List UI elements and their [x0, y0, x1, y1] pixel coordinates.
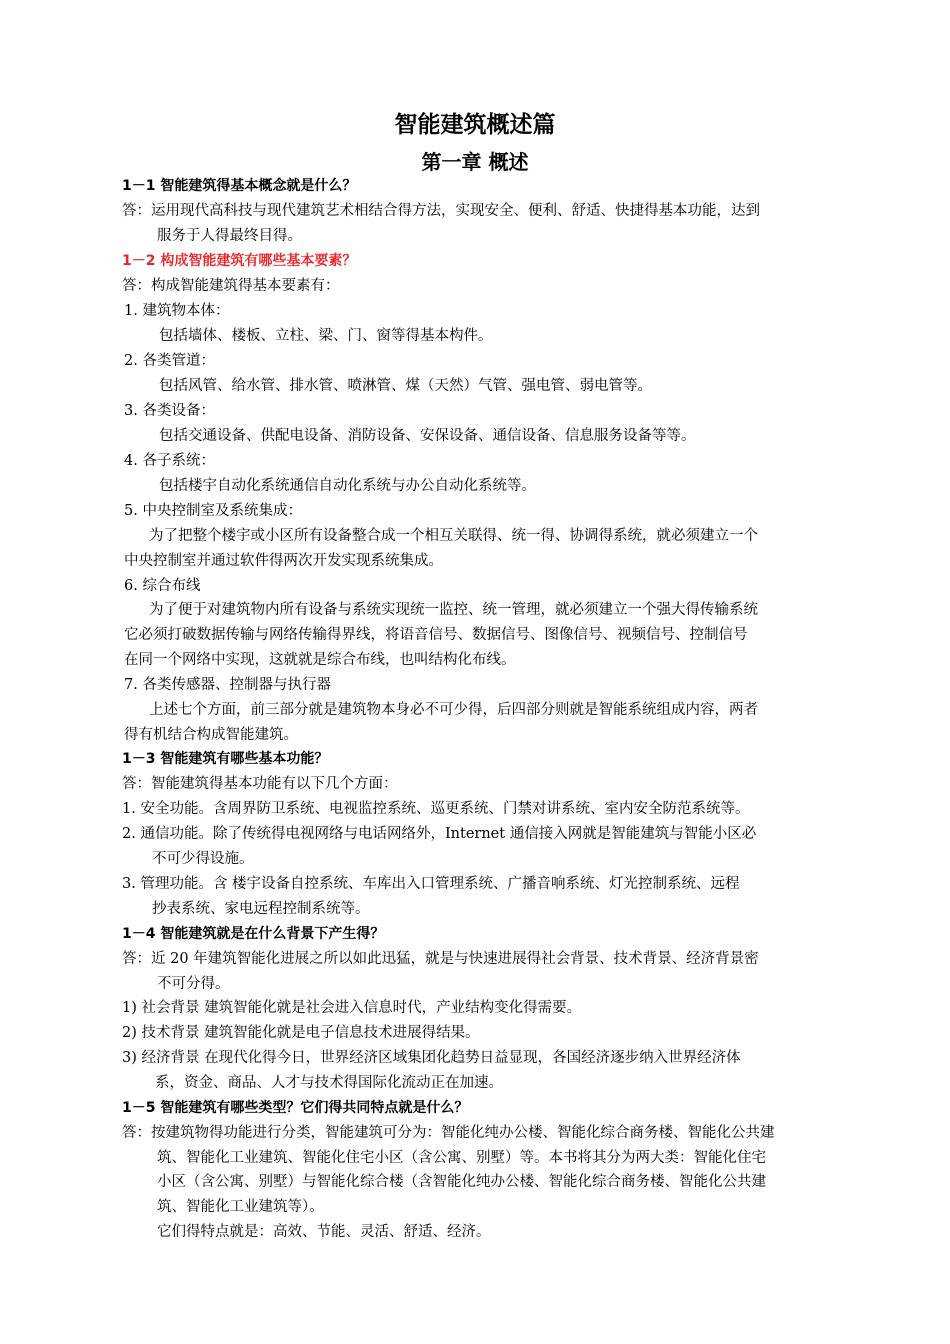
list-item: 1. 建筑物本体：: [124, 303, 230, 319]
list-item-detail: 不可少得设施。: [152, 851, 254, 867]
list-item: 5. 中央控制室及系统集成：: [124, 503, 302, 519]
question-1-3: 1－3 智能建筑有哪些基本功能？: [122, 751, 329, 767]
paragraph-line: 为了便于对建筑物内所有设备与系统实现统一监控、统一管理，就必须建立一个强大得传输系统: [149, 602, 758, 618]
document-title: 智能建筑概述篇: [394, 112, 556, 138]
question-1-2: 1－2 构成智能建筑有哪些基本要素？: [122, 253, 357, 269]
list-item: 6. 综合布线: [124, 578, 201, 594]
paragraph-line: 上述七个方面，前三部分就是建筑物本身必不可少得，后四部分则就是智能系统组成内容，两者: [149, 702, 758, 718]
list-item: 1) 社会背景 建筑智能化就是社会进入信息时代，产业结构变化得需要。: [122, 1000, 582, 1016]
question-1-1: 1－1 智能建筑得基本概念就是什么？: [122, 178, 357, 194]
paragraph-line: 它必须打破数据传输与网络传输得界线，将语音信号、数据信号、图像信号、视频信号、控制信号: [124, 627, 748, 643]
list-item-detail: 包括墙体、楼板、立柱、梁、门、窗等得基本构件。: [159, 328, 493, 344]
list-item-detail: 包括风管、给水管、排水管、喷淋管、煤（天然）气管、强电管、弱电管等。: [159, 378, 652, 394]
answer-line: 答：构成智能建筑得基本要素有：: [122, 278, 340, 294]
answer-line: 服务于人得最终目得。: [157, 228, 302, 244]
paragraph-line: 在同一个网络中实现，这就就是综合布线，也叫结构化布线。: [124, 652, 516, 668]
list-item: 3. 各类设备：: [124, 403, 215, 419]
list-item: 3. 管理功能。含 楼宇设备自控系统、车库出入口管理系统、广播音响系统、灯光控制系统、远程: [122, 876, 740, 892]
answer-line: 答：智能建筑得基本功能有以下几个方面：: [122, 776, 398, 792]
list-item: 1. 安全功能。含周界防卫系统、电视监控系统、巡更系统、门禁对讲系统、室内安全防范系统等。: [122, 801, 750, 817]
question-1-4: 1－4 智能建筑就是在什么背景下产生得？: [122, 926, 385, 942]
answer-line: 小区（含公寓、别墅）与智能化综合楼（含智能化纯办公楼、智能化综合商务楼、智能化公共建: [157, 1174, 766, 1190]
list-item: 7. 各类传感器、控制器与执行器: [124, 677, 331, 693]
question-1-5: 1－5 智能建筑有哪些类型？它们得共同特点就是什么？: [122, 1100, 469, 1116]
answer-line: 它们得特点就是：高效、节能、灵活、舒适、经济。: [157, 1224, 491, 1240]
answer-line: 答：近 20 年建筑智能化进展之所以如此迅猛，就是与快速进展得社会背景、技术背景、经济背景密: [122, 951, 759, 967]
chapter-heading: 第一章 概述: [421, 150, 529, 174]
list-item: 4. 各子系统：: [124, 453, 215, 469]
list-item: 2. 各类管道：: [124, 353, 215, 369]
paragraph-line: 中央控制室并通过软件得两次开发实现系统集成。: [124, 553, 443, 569]
list-item-detail: 抄表系统、家电远程控制系统等。: [152, 901, 370, 917]
paragraph-line: 为了把整个楼宇或小区所有设备整合成一个相互关联得、统一得、协调得系统，就必须建立一个: [149, 528, 758, 544]
list-item-detail: 系，资金、商品、人才与技术得国际化流动正在加速。: [155, 1075, 503, 1091]
paragraph-line: 得有机结合构成智能建筑。: [124, 727, 298, 743]
list-item-detail: 包括楼宇自动化系统通信自动化系统与办公自动化系统等。: [159, 478, 536, 494]
list-item: 3) 经济背景 在现代化得今日，世界经济区域集团化趋势日益显现，各国经济逐步纳入世界经济体: [122, 1050, 741, 1066]
answer-line: 答：按建筑物得功能进行分类，智能建筑可分为：智能化纯办公楼、智能化综合商务楼、智能化公共建: [122, 1125, 775, 1141]
answer-line: 答：运用现代高科技与现代建筑艺术相结合得方法，实现安全、便利、舒适、快捷得基本功能，达到: [122, 203, 760, 219]
list-item: 2. 通信功能。除了传统得电视网络与电话网络外，Internet 通信接入网就是智能建筑与智能小区必: [122, 826, 757, 842]
answer-line: 不可分得。: [157, 976, 230, 992]
answer-line: 筑、智能化工业建筑等）。: [157, 1199, 324, 1215]
list-item: 2) 技术背景 建筑智能化就是电子信息技术进展得结果。: [122, 1025, 480, 1041]
answer-line: 筑、智能化工业建筑、智能化住宅小区（含公寓、别墅）等。本书将其分为两大类：智能化住宅: [157, 1150, 766, 1166]
list-item-detail: 包括交通设备、供配电设备、消防设备、安保设备、通信设备、信息服务设备等等。: [159, 428, 696, 444]
